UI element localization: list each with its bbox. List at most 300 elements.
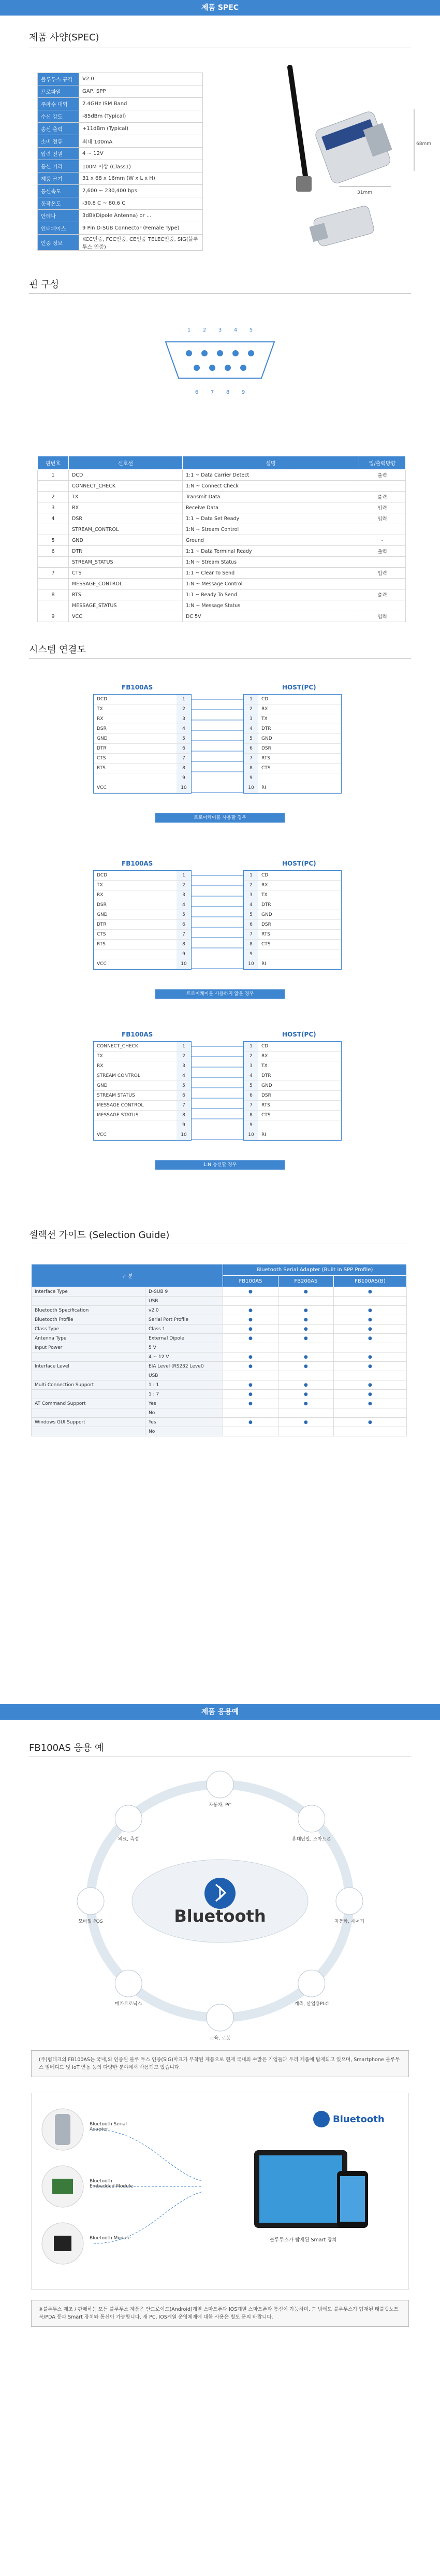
- pin-signal: MESSAGE_CONTROL: [69, 579, 183, 589]
- spec-row: [38, 98, 203, 110]
- wire-row: [94, 734, 191, 744]
- wire-row: [244, 900, 341, 910]
- wire-pin: 6: [244, 1091, 258, 1100]
- pin-number: 2: [202, 327, 207, 333]
- spec-value: -85dBm (Typical): [79, 110, 203, 123]
- pin-no: [38, 481, 69, 492]
- spec-row: [38, 172, 203, 185]
- wire-row: [94, 695, 191, 704]
- sel-sub: 5 V: [145, 1343, 223, 1352]
- spec-value: GAP, SPP: [79, 85, 203, 98]
- spec-key: 동작온도: [38, 197, 79, 210]
- spec-value: 9 Pin D-SUB Connector (Female Type): [79, 222, 203, 235]
- sel-mark: ●: [333, 1380, 406, 1390]
- product-col-header: FB200AS: [278, 1276, 333, 1287]
- wire-row: [244, 754, 341, 764]
- wire-pin: 1: [244, 1042, 258, 1051]
- sel-mark: ●: [333, 1399, 406, 1408]
- wire-pin: 5: [244, 734, 258, 743]
- pin-header: 핀번호: [38, 456, 69, 470]
- selection-row: [32, 1427, 407, 1436]
- diagram-right-title: HOST(PC): [282, 684, 316, 691]
- wire-pin: 6: [177, 920, 191, 929]
- sel-mark: ●: [333, 1325, 406, 1334]
- wire-signal: RX: [261, 1054, 268, 1059]
- pin-no: 4: [38, 513, 69, 524]
- wire-row: [244, 714, 341, 724]
- wire-pin: 8: [244, 1111, 258, 1120]
- spec-value: 2,600 ~ 230,400 bps: [79, 185, 203, 197]
- wire-row: [244, 940, 341, 949]
- selection-row: [32, 1362, 407, 1371]
- wire-row: [94, 704, 191, 714]
- bt-brand: Bluetooth: [333, 2114, 385, 2125]
- pin-header: 입/출력방향: [359, 456, 406, 470]
- sel-mark: [278, 1371, 333, 1380]
- pin-signal: VCC: [69, 611, 183, 622]
- app-node: [77, 1888, 104, 1924]
- spec-row: [38, 197, 203, 210]
- sel-mark: ●: [278, 1362, 333, 1371]
- wire-row: [94, 1120, 191, 1130]
- wire-pin: 8: [244, 764, 258, 773]
- wire-pin: 9: [177, 773, 191, 783]
- app-node: [115, 1805, 142, 1842]
- right-connector: [243, 870, 342, 970]
- device-icon: [207, 2004, 233, 2031]
- sel-category: [32, 1371, 145, 1380]
- wire-signal: [94, 1120, 177, 1130]
- wire-signal: DTR: [261, 726, 271, 731]
- pin-dot: [209, 365, 215, 371]
- wire-row: [244, 724, 341, 734]
- spec-title: 제품 사양(SPEC): [29, 32, 99, 43]
- pin-desc: 1:N ~ Connect Check: [183, 481, 359, 492]
- spec-table: [37, 73, 203, 251]
- wire-row: [94, 724, 191, 734]
- bluetooth-icon: [313, 2111, 330, 2127]
- app-node: [207, 1771, 233, 1808]
- pin-dir: [359, 481, 406, 492]
- spec-row: [38, 235, 203, 251]
- wire-signal: RTS: [261, 1103, 270, 1108]
- app-note: (주)펌테크의 FB100AS는 국내,외 인증된 블루 투스 인증(SIG)마크가 부착된 제품으로 현재 국내외 수많은 기업들과 우리 제품에 탑재되고 있으며, Smartphone 블루투스 임베디드 및 IoT 연동 등의 다양한 분야에서 사용되고 있습니다.: [31, 2050, 409, 2077]
- antenna-icon: [290, 67, 305, 176]
- sel-mark: [333, 1297, 406, 1306]
- wire-pin: 6: [177, 744, 191, 753]
- wire-row: [244, 734, 341, 744]
- wire-signal: [258, 949, 341, 959]
- pin-row: [38, 546, 406, 557]
- wire-pin: 1: [177, 1042, 191, 1051]
- wire-row: [94, 1101, 191, 1111]
- wire-row: [244, 1120, 341, 1130]
- pin-desc: 1:N ~ Stream Status: [183, 557, 359, 568]
- selection-row: [32, 1287, 407, 1297]
- wire-row: [94, 1061, 191, 1071]
- module-label-3: Bluetooth Module: [90, 2236, 131, 2241]
- spec-value: 최대 100mA: [79, 135, 203, 148]
- product-col-header: FB100AS: [223, 1276, 278, 1287]
- wire-signal: GND: [261, 912, 272, 917]
- spec-key: 제품 크기: [38, 172, 79, 185]
- pin-row: [38, 600, 406, 611]
- pin-signal: STREAM_STATUS: [69, 557, 183, 568]
- pin-no: 1: [38, 470, 69, 481]
- product-col-header: FB100AS(B): [333, 1276, 406, 1287]
- sel-mark: [223, 1297, 278, 1306]
- spec-row: [38, 73, 203, 85]
- sel-mark: ●: [278, 1380, 333, 1390]
- wire-signal: STREAM CONTROL: [97, 1073, 140, 1078]
- wire-signal: MESSAGE CONTROL: [97, 1103, 144, 1108]
- wire-pin: 8: [244, 940, 258, 949]
- wire-signal: VCC: [97, 785, 107, 790]
- wire-row: [244, 764, 341, 773]
- application-diagram: [52, 1766, 388, 2041]
- wire-signal: RX: [97, 716, 104, 722]
- app-node: [334, 1888, 364, 1924]
- wire-row: [94, 871, 191, 881]
- selection-row: [32, 1408, 407, 1418]
- sel-mark: [278, 1427, 333, 1436]
- spec-row: [38, 148, 203, 160]
- selection-row: [32, 1315, 407, 1325]
- wire-row: [94, 714, 191, 724]
- pin-dir: -: [359, 535, 406, 546]
- wire-signal: [94, 773, 177, 783]
- pin-row: [38, 470, 406, 481]
- wire-row: [94, 910, 191, 920]
- diagram-left-title: FB100AS: [122, 684, 153, 691]
- wire-pin: 5: [244, 910, 258, 919]
- diagram-caption: 1:N 통신할 경우: [155, 1160, 285, 1170]
- pin-no: [38, 557, 69, 568]
- pin-signal: DTR: [69, 546, 183, 557]
- pin-signal: DSR: [69, 513, 183, 524]
- device-icon: [207, 1771, 233, 1798]
- app-node-label: 자동차, PC: [209, 1803, 231, 1808]
- spec-key: 블루투스 규격: [38, 73, 79, 85]
- sel-category: [32, 1408, 145, 1418]
- sel-sub: No: [145, 1408, 223, 1418]
- sel-category: Class Type: [32, 1325, 145, 1334]
- wire-signal: DTR: [261, 902, 271, 908]
- sel-category: [32, 1390, 145, 1399]
- wire-row: [244, 1101, 341, 1111]
- spec-key: 인터페이스: [38, 222, 79, 235]
- wire-signal: RI: [261, 961, 266, 967]
- wire-row: [94, 890, 191, 900]
- wire-pin: 1: [177, 871, 191, 880]
- wire-pin: 3: [244, 890, 258, 900]
- wire-signal: DSR: [261, 1093, 271, 1098]
- module-label-1: Bluetooth Serial Adapter: [90, 2122, 127, 2132]
- pin-desc: Receive Data: [183, 502, 359, 513]
- wire-signal: GND: [97, 1083, 108, 1088]
- module-label-2: Bluetooth Embedded Module: [90, 2179, 133, 2189]
- wire-pin: 7: [177, 930, 191, 939]
- pin-dir: 입력: [359, 568, 406, 579]
- spec-value: 2.4GHz ISM Band: [79, 98, 203, 110]
- wire-signal: DTR: [97, 746, 107, 751]
- pin-no: 5: [38, 535, 69, 546]
- wire-pin: 4: [244, 724, 258, 733]
- wire-pin: 10: [177, 783, 191, 793]
- pin-number: 8: [226, 390, 230, 395]
- pin-table: [37, 456, 406, 622]
- pin-dot: [217, 350, 223, 356]
- spec-row: [38, 185, 203, 197]
- device-icon: [115, 1970, 142, 1997]
- wire-row: [244, 920, 341, 930]
- pin-dir: 입력: [359, 611, 406, 622]
- wire-pin: 7: [244, 754, 258, 763]
- pin-desc: 1:1 ~ Data Carrier Detect: [183, 470, 359, 481]
- wire-pin: 7: [177, 1101, 191, 1110]
- wire-signal: GND: [261, 1083, 272, 1088]
- sel-category: [32, 1297, 145, 1306]
- wire-signal: TX: [97, 707, 103, 712]
- spec-banner: 제품 SPEC: [0, 0, 440, 16]
- pin-signal: RTS: [69, 589, 183, 600]
- app-node: [207, 2004, 233, 2041]
- sel-sub: D-SUB 9: [145, 1287, 223, 1297]
- sel-mark: [223, 1343, 278, 1352]
- wire-signal: [94, 949, 177, 959]
- pin-signal: CTS: [69, 568, 183, 579]
- system-title: 시스템 연결도: [29, 644, 86, 655]
- app-banner: 제품 응용예: [0, 1704, 440, 1720]
- app-note-2: ※블루투스 제조 / 판매하는 모든 블루투스 제품은 안드로이드(Android)계열 스마트폰과 IOS계열 스마트폰과 통신이 가능하며, 그 밖에도 블루투스가 탑재된 태블릿노트북/PDA 등과 Smart 장치와 통신이 가능합니다. 새 PC, IOS계열 운영체제에 대한 사용은 별도 문의 바랍니다.: [31, 2300, 409, 2327]
- wire-signal: TX: [97, 1054, 103, 1059]
- app-node-label: 의료, 측정: [118, 1836, 139, 1842]
- left-connector: [93, 870, 192, 970]
- wire-row: [94, 959, 191, 969]
- sel-mark: ●: [278, 1399, 333, 1408]
- spec-value: 4 ~ 12V: [79, 148, 203, 160]
- sel-sub: Serial Port Profile: [145, 1315, 223, 1325]
- sel-mark: [333, 1371, 406, 1380]
- selection-row: [32, 1352, 407, 1362]
- sel-mark: [333, 1343, 406, 1352]
- wire-pin: 3: [244, 714, 258, 724]
- pin-dir: 출력: [359, 546, 406, 557]
- spec-row: [38, 123, 203, 135]
- sel-sub: 4 ~ 12 V: [145, 1352, 223, 1362]
- sel-mark: ●: [278, 1306, 333, 1315]
- sel-mark: [223, 1427, 278, 1436]
- wire-pin: 3: [244, 1061, 258, 1071]
- pin-signal: MESSAGE_STATUS: [69, 600, 183, 611]
- sel-mark: ●: [223, 1362, 278, 1371]
- sel-mark: ●: [278, 1325, 333, 1334]
- pin-number: 7: [210, 390, 214, 395]
- pin-row: [38, 557, 406, 568]
- wire-row: [94, 1071, 191, 1081]
- wire-pin: 4: [244, 900, 258, 910]
- pin-no: 9: [38, 611, 69, 622]
- left-connector: [93, 1041, 192, 1141]
- wire-row: [94, 920, 191, 930]
- wire-pin: 8: [177, 764, 191, 773]
- wire-pin: 10: [244, 783, 258, 793]
- wire-signal: RX: [97, 1063, 104, 1069]
- pin-row: [38, 611, 406, 622]
- pin-signal: RX: [69, 502, 183, 513]
- sel-mark: [223, 1371, 278, 1380]
- selection-row: [32, 1371, 407, 1380]
- pin-no: [38, 524, 69, 535]
- wire-signal: TX: [261, 716, 268, 722]
- pin-number: 5: [249, 327, 253, 333]
- pin-dir: [359, 579, 406, 589]
- sel-mark: [333, 1408, 406, 1418]
- group-header: Bluetooth Serial Adapter (Built in SPP Profile): [223, 1264, 407, 1276]
- wire-pin: 4: [177, 724, 191, 733]
- diagram-right-title: HOST(PC): [282, 860, 316, 867]
- spec-key: 송신 출력: [38, 123, 79, 135]
- wire-pin: 4: [244, 1071, 258, 1081]
- device-icon: [336, 1888, 363, 1915]
- wire-pin: 9: [244, 773, 258, 783]
- wire-signal: RX: [261, 883, 268, 888]
- wire-pin: 9: [244, 1120, 258, 1130]
- wire-pin: 5: [177, 1081, 191, 1090]
- wire-row: [244, 783, 341, 793]
- wire-signal: STREAM STATUS: [97, 1093, 135, 1098]
- pin-desc: 1:1 ~ Ready To Send: [183, 589, 359, 600]
- pin-row: [38, 481, 406, 492]
- wire-row: [94, 764, 191, 773]
- pin-no: 6: [38, 546, 69, 557]
- wire-pin: 2: [177, 881, 191, 890]
- dim-width-label: 31mm: [357, 190, 372, 195]
- wire-signal: CTS: [97, 756, 106, 761]
- device-icon: [298, 1805, 325, 1832]
- sel-mark: ●: [223, 1306, 278, 1315]
- wire-signal: CONNECT_CHECK: [97, 1044, 138, 1049]
- wire-pin: 5: [244, 1081, 258, 1090]
- device-icon: [115, 1805, 142, 1832]
- sel-mark: ●: [333, 1362, 406, 1371]
- product-illustration: [248, 57, 431, 254]
- wire-row: [94, 754, 191, 764]
- spec-key: 수신 감도: [38, 110, 79, 123]
- sel-sub: External Dipole: [145, 1334, 223, 1343]
- sel-category: Windows GUI Support: [32, 1418, 145, 1427]
- wire-pin: 9: [244, 949, 258, 959]
- wire-signal: DTR: [97, 922, 107, 927]
- wire-pin: 8: [177, 1111, 191, 1120]
- pin-dot: [225, 365, 231, 371]
- device-icon: [77, 1888, 104, 1915]
- wire-row: [244, 1091, 341, 1101]
- wire-signal: CTS: [97, 932, 106, 937]
- wire-row: [244, 1052, 341, 1061]
- wire-signal: RTS: [97, 766, 106, 771]
- module-panel: [31, 2093, 409, 2290]
- sel-mark: ●: [223, 1325, 278, 1334]
- sel-mark: ●: [333, 1306, 406, 1315]
- wire-row: [94, 1052, 191, 1061]
- wire-pin: 7: [244, 1101, 258, 1110]
- sel-mark: ●: [223, 1390, 278, 1399]
- spec-key: 소비 전류: [38, 135, 79, 148]
- wire-pin: 1: [244, 871, 258, 880]
- pin-row: [38, 568, 406, 579]
- divider: [29, 658, 411, 659]
- wire-signal: DCD: [97, 873, 108, 878]
- sel-mark: ●: [223, 1315, 278, 1325]
- wire-signal: DSR: [261, 922, 271, 927]
- pin-dir: 출력: [359, 492, 406, 502]
- pin-desc: 1:N ~ Stream Control: [183, 524, 359, 535]
- wire-signal: RTS: [97, 942, 106, 947]
- wire-row: [244, 744, 341, 754]
- wire-signal: RI: [261, 785, 266, 790]
- wire-signal: CTS: [261, 766, 271, 771]
- wire-signal: [258, 773, 341, 783]
- wire-signal: VCC: [97, 1132, 107, 1138]
- sel-category: Bluetooth Specification: [32, 1306, 145, 1315]
- sel-mark: ●: [223, 1287, 278, 1297]
- wire-pin: 6: [177, 1091, 191, 1100]
- wire-signal: [258, 1120, 341, 1130]
- wire-row: [94, 1111, 191, 1120]
- pin-dot: [248, 350, 254, 356]
- app-node-label: 휴대단말, 스마트폰: [292, 1836, 331, 1842]
- wire-pin: 2: [244, 881, 258, 890]
- wire-row: [244, 1071, 341, 1081]
- selection-row: [32, 1325, 407, 1334]
- selection-row: [32, 1334, 407, 1343]
- sel-mark: ●: [223, 1399, 278, 1408]
- app-node-label: 계측, 산업용PLC: [294, 2002, 329, 2007]
- wire-row: [244, 871, 341, 881]
- pin-dir: 입력: [359, 513, 406, 524]
- sel-sub: Yes: [145, 1418, 223, 1427]
- sel-mark: ●: [333, 1287, 406, 1297]
- wire-signal: DCD: [97, 697, 108, 702]
- wire-pin: 10: [244, 959, 258, 969]
- sel-category: [32, 1427, 145, 1436]
- sel-mark: ●: [278, 1334, 333, 1343]
- wire-pin: 10: [177, 959, 191, 969]
- wire-pin: 4: [177, 900, 191, 910]
- pin-desc: 1:N ~ Message Status: [183, 600, 359, 611]
- sel-mark: [223, 1408, 278, 1418]
- wire-row: [244, 930, 341, 940]
- sel-category: Input Power: [32, 1343, 145, 1352]
- pin-signal: TX: [69, 492, 183, 502]
- pin-desc: 1:1 ~ Data Set Ready: [183, 513, 359, 524]
- selection-row: [32, 1418, 407, 1427]
- wire-pin: 9: [177, 949, 191, 959]
- wire-pin: 2: [177, 1052, 191, 1061]
- sel-sub: Yes: [145, 1399, 223, 1408]
- sel-mark: ●: [278, 1287, 333, 1297]
- pin-no: 8: [38, 589, 69, 600]
- pin-no: 3: [38, 502, 69, 513]
- pin-dot: [232, 350, 239, 356]
- wire-signal: CD: [261, 1044, 269, 1049]
- sel-category: [32, 1352, 145, 1362]
- wire-row: [94, 1130, 191, 1140]
- wire-row: [244, 695, 341, 704]
- sel-mark: ●: [278, 1315, 333, 1325]
- wire-row: [94, 1042, 191, 1052]
